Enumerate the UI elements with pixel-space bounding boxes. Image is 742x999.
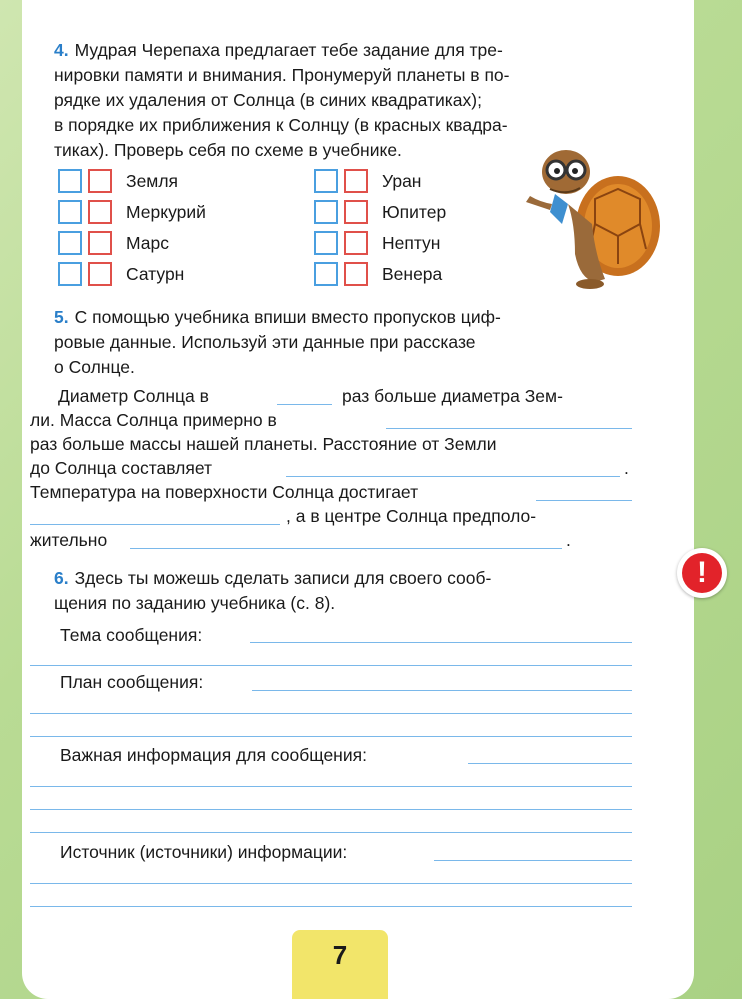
planet-row [58, 229, 169, 257]
red-square-input[interactable] [344, 169, 368, 193]
fill-text: до Солнца составляет [30, 458, 213, 478]
fill-text: жительно [30, 530, 108, 550]
task-text: С помощью учебника впиши вместо пропусков циф- [74, 307, 501, 327]
topic-line[interactable] [30, 665, 632, 666]
task-number: 5. [54, 307, 69, 327]
planet-name: Марс [126, 232, 169, 253]
red-square-input[interactable] [88, 231, 112, 255]
planet-name: Земля [126, 170, 179, 191]
plan-line[interactable] [30, 736, 632, 737]
blue-square-input[interactable] [314, 231, 338, 255]
answer-line[interactable] [277, 404, 332, 405]
planet-row [58, 260, 184, 288]
planet-row [314, 229, 440, 257]
task-text: ровые данные. Используй эти данные при рассказе [54, 332, 476, 352]
planet-name: Венера [382, 263, 443, 284]
task-6 [54, 566, 660, 616]
plan-line[interactable] [252, 690, 632, 691]
source-label: Источник (источники) информации: [60, 842, 348, 862]
attention-marker-icon [677, 548, 727, 598]
planet-row [314, 167, 421, 195]
answer-line[interactable] [286, 476, 620, 477]
blue-square-input[interactable] [314, 200, 338, 224]
answer-line[interactable] [30, 524, 280, 525]
task-number: 4. [54, 40, 69, 60]
planet-row [314, 260, 442, 288]
info-line[interactable] [30, 832, 632, 833]
planet-name: Уран [382, 170, 422, 191]
info-line[interactable] [468, 763, 632, 764]
topic-label: Тема сообщения: [60, 625, 203, 645]
red-square-input[interactable] [88, 200, 112, 224]
page-number: 7 [292, 930, 388, 999]
fill-text: . [624, 458, 629, 478]
planet-name: Юпитер [382, 201, 447, 222]
planet-name: Нептун [382, 232, 441, 253]
planet-name: Меркурий [126, 201, 206, 222]
info-line[interactable] [30, 786, 632, 787]
blue-square-input[interactable] [58, 200, 82, 224]
topic-line[interactable] [250, 642, 632, 643]
plan-label: План сообщения: [60, 672, 204, 692]
source-line[interactable] [434, 860, 632, 861]
blue-square-input[interactable] [58, 262, 82, 286]
fill-text: ли. Масса Солнца примерно в [30, 410, 277, 430]
workbook-page [22, 0, 694, 999]
planet-row [314, 198, 446, 226]
task-text: Мудрая Черепаха предлагает тебе задание для тре- [74, 40, 503, 60]
fill-text: раз больше массы нашей планеты. Расстояние от Земли [30, 434, 497, 454]
blue-square-input[interactable] [314, 169, 338, 193]
red-square-input[interactable] [88, 262, 112, 286]
fill-text: . [566, 530, 571, 550]
fill-text: , а в центре Солнца предполо- [286, 506, 537, 526]
answer-line[interactable] [386, 428, 632, 429]
task-5 [54, 305, 660, 380]
red-square-input[interactable] [344, 200, 368, 224]
answer-line[interactable] [536, 500, 632, 501]
task-number: 6. [54, 568, 69, 588]
planet-row [58, 167, 178, 195]
blue-square-input[interactable] [58, 169, 82, 193]
fill-text: раз больше диаметра Зем- [342, 386, 563, 406]
task-text: нировки памяти и внимания. Пронумеруй планеты в по- [54, 65, 510, 85]
red-square-input[interactable] [88, 169, 112, 193]
task-text: тиках). Проверь себя по схеме в учебнике. [54, 140, 402, 160]
info-label: Важная информация для сообщения: [60, 745, 367, 765]
task-text: в порядке их приближения к Солнцу (в красных квадра- [54, 115, 508, 135]
task-text: рядке их удаления от Солнца (в синих квадратиках); [54, 90, 482, 110]
source-line[interactable] [30, 883, 632, 884]
wise-turtle-illustration [520, 144, 660, 289]
plan-line[interactable] [30, 713, 632, 714]
task-text: о Солнце. [54, 357, 135, 377]
red-square-input[interactable] [344, 262, 368, 286]
task-text: щения по заданию учебника (с. 8). [54, 593, 336, 613]
blue-square-input[interactable] [314, 262, 338, 286]
planet-row [58, 198, 206, 226]
info-line[interactable] [30, 809, 632, 810]
red-square-input[interactable] [344, 231, 368, 255]
exclamation-icon: ! [682, 553, 722, 593]
source-line[interactable] [30, 906, 632, 907]
fill-text: Диаметр Солнца в [58, 386, 209, 406]
answer-line[interactable] [130, 548, 562, 549]
planet-name: Сатурн [126, 263, 185, 284]
fill-text: Температура на поверхности Солнца достигает [30, 482, 419, 502]
blue-square-input[interactable] [58, 231, 82, 255]
task-text: Здесь ты можешь сделать записи для своего сооб- [74, 568, 492, 588]
